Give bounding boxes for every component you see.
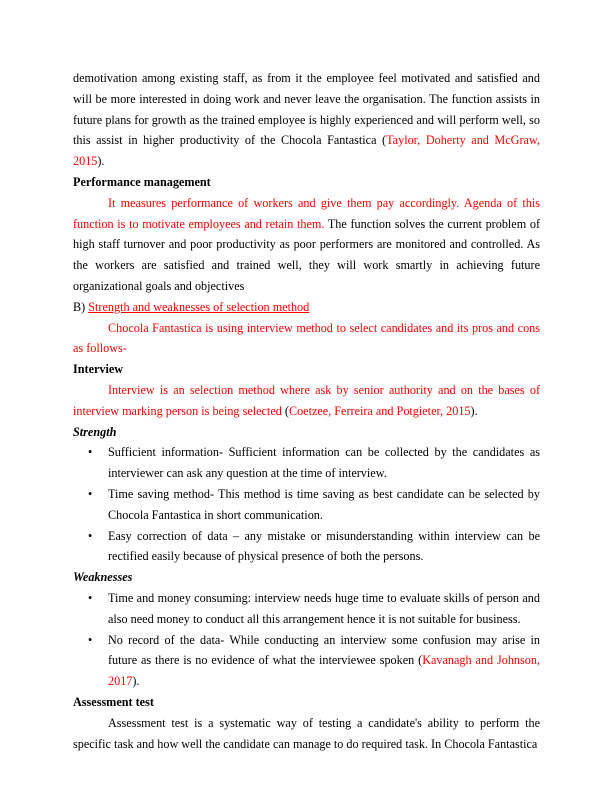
list-item: • Easy correction of data – any mistake or misunderstanding within interview can be rectified easily because of physical presence of both the persons. bbox=[73, 526, 540, 568]
document-page bbox=[73, 68, 540, 754]
list-item: • Time saving method- This method is time saving as best candidate can be selected by Chocola Fantastica in short communication. bbox=[73, 484, 540, 526]
interview-paragraph: Interview is an selection method where ask by senior authority and on the bases of interview marking person is being selected (Coetzee, Ferreira and Potgieter, 2015). bbox=[73, 382, 540, 418]
weaknesses-list bbox=[73, 588, 540, 692]
bullet-icon: • bbox=[88, 632, 93, 647]
assessment-paragraph: Assessment test is a systematic way of testing a candidate's ability to perform the specific task and how well the candidate can manage to do required task. In Chocola Fantastica bbox=[73, 715, 540, 751]
bullet-icon: • bbox=[88, 486, 93, 501]
bullet-icon: • bbox=[88, 528, 93, 543]
list-item: • Sufficient information- Sufficient information can be collected by the candidates as interviewer can ask any question at the time of interview. bbox=[73, 442, 540, 484]
citation-coetzee: Coetzee, Ferreira and Potgieter, 2015 bbox=[288, 403, 471, 418]
bullet-icon: • bbox=[88, 445, 93, 460]
bullet-icon: • bbox=[88, 590, 93, 605]
weaknesses-heading: Weaknesses bbox=[73, 570, 133, 585]
assessment-heading: Assessment test bbox=[73, 694, 154, 709]
performance-paragraph: It measures performance of workers and give them pay accordingly. Agenda of this function is to motivate employees and retain them. The function solves the current problem of high staff turnover and poor productivity as poor performers are monitored and controlled. As the workers are satisfied and trained well, they will work smartly in achieving future organizational goals and objectives bbox=[73, 195, 541, 293]
section-b-intro: Chocola Fantastica is using interview method to select candidates and its pros and cons as follows- bbox=[73, 320, 540, 356]
performance-heading: Performance management bbox=[73, 174, 211, 189]
strength-heading: Strength bbox=[73, 424, 117, 439]
section-b-title: Strength and weaknesses of selection method bbox=[88, 299, 310, 314]
performance-red-text: It measures performance of workers and give them pay accordingly. Agenda of this function is to motivate employees and retain them. bbox=[73, 195, 540, 231]
strength-list bbox=[73, 442, 540, 567]
list-item: • No record of the data- While conducting an interview some confusion may arise in future as there is no evidence of what the interviewee spoken (Kavanagh and Johnson, 2017). bbox=[73, 630, 540, 692]
citation-kavanagh: Kavanagh and Johnson, 2017 bbox=[108, 653, 540, 689]
citation-taylor: Taylor, Doherty and McGraw, 2015 bbox=[73, 133, 540, 169]
intro-paragraph: demotivation among existing staff, as from it the employee feel motivated and satisfied and will be more interested in doing work and never leave the organisation. The function assists in future plans for growth as the trained employee is highly experienced and will perform well, so this assist in higher productivity of the Chocola Fantastica (Taylor, Doherty and McGraw, 2015). bbox=[73, 71, 540, 169]
interview-heading: Interview bbox=[73, 362, 124, 377]
section-b-heading: B) Strength and weaknesses of selection method bbox=[73, 299, 310, 314]
list-item: • Time and money consuming: interview needs huge time to evaluate skills of person and also need money to conduct all this arrangement hence it is not suitable for business. bbox=[73, 588, 540, 630]
